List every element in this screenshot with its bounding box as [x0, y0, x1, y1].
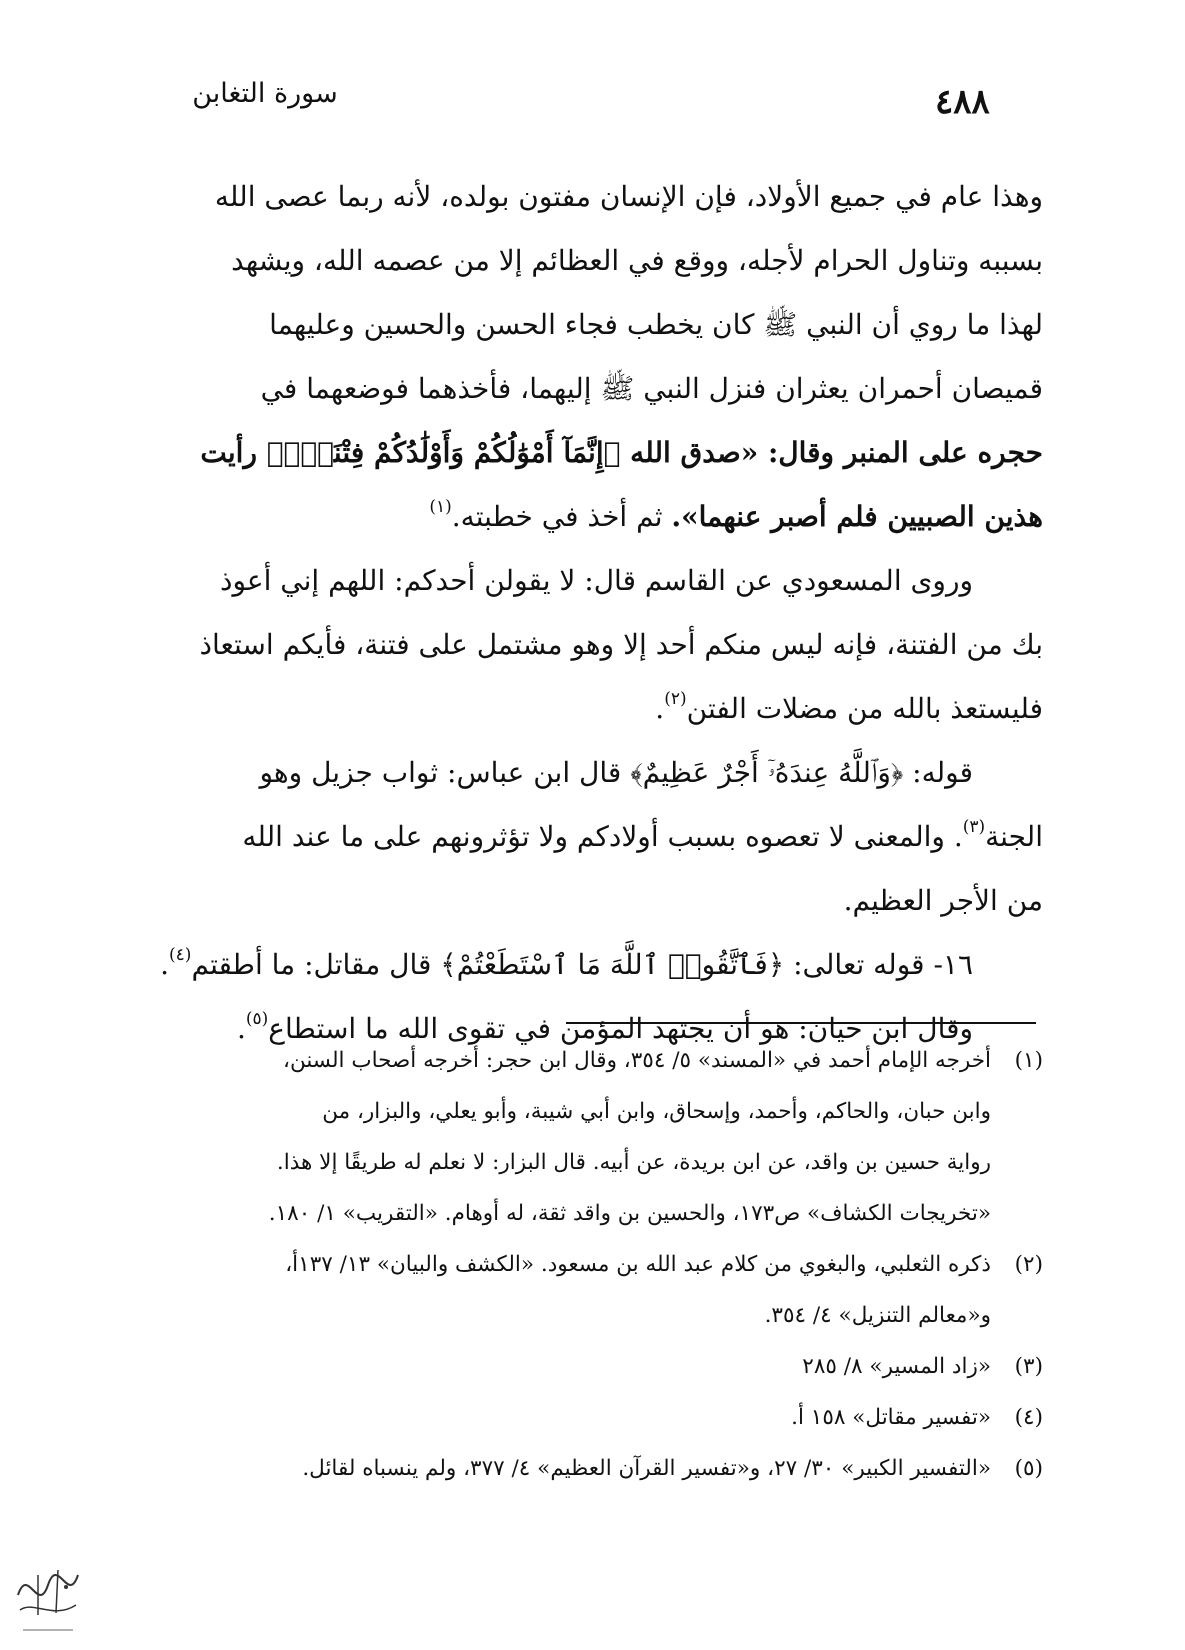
footnote-5: [125, 1443, 1043, 1494]
footnote-ref: (١): [429, 497, 452, 517]
footnote-3: [125, 1341, 1043, 1392]
footnote-1: [125, 1035, 1043, 1086]
footnote-ref: (٢): [664, 689, 687, 709]
text-fragment: .: [655, 692, 665, 725]
text-line: من الأجر العظيم.: [843, 884, 1043, 917]
hadith-quote-end: هذين الصبيين فلم أصبر عنهما».: [671, 500, 1043, 533]
text-line: قميصان أحمران يعثران فنزل النبي ﷺ إليهما، فأخذهما فوضعهما في: [260, 372, 1043, 405]
library-stamp-logo: [8, 1555, 88, 1645]
text-fragment: .: [236, 1012, 246, 1045]
footnote-1-line: «تخريجات الكشاف» ص١٧٣، والحسين بن واقد ثقة، له أوهام. «التقريب» ١/ ١٨٠.: [268, 1201, 991, 1226]
footnote-ref: (٥): [245, 1009, 269, 1029]
footnote-1-line: وابن حبان، والحاكم، وأحمد، وإسحاق، وابن أبي شيبة، وأبو يعلي، والبزار، من: [322, 1099, 991, 1124]
main-text: [125, 165, 1043, 1061]
footnote-2: [125, 1239, 1043, 1290]
text-line: [125, 677, 1043, 741]
footnote-text: «التفسير الكبير» ٣٠/ ٢٧، و«تفسير القرآن العظيم» ٤/ ٣٧٧، ولم ينسباه لقائل.: [302, 1456, 991, 1481]
text-fragment: . والمعنى لا تعصوه بسبب أولادكم ولا تؤثرونهم على ما عند الله: [242, 820, 963, 853]
text-fragment: .: [160, 948, 170, 981]
text-fragment: ثم أخذ في خطبته.: [451, 500, 672, 533]
footnote-2-line: و«معالم التنزيل» ٤/ ٣٥٤.: [764, 1303, 991, 1328]
text-fragment: وقال ابن حيان: هو أن يجتهد المؤمن في تقوى الله ما استطاع: [268, 1012, 973, 1045]
footnote-text: أخرجه الإمام أحمد في «المسند» ٥/ ٣٥٤، وقال ابن حجر: أخرجه أصحاب السنن،: [283, 1048, 991, 1073]
running-header-surah-title: سورة التغابن: [192, 78, 338, 109]
text-line: لهذا ما روي أن النبي ﷺ كان يخطب فجاء الحسن والحسين وعليهما: [269, 308, 1043, 341]
text-line-hadith: حجره على المنبر وقال: «صدق الله ﴿إِنَّمَآ أَمْوَٰلُكُمْ وَأَوْلَٰدُكُمْ فِتْنَةٌۚ﴾ رأيت: [200, 436, 1043, 469]
text-line: [125, 485, 1043, 549]
footnote-ref: (٤): [169, 945, 192, 965]
page-number: ٤٨٨: [935, 82, 990, 122]
footnotes: [125, 1035, 1043, 1494]
footnote-separator: [566, 1022, 1036, 1024]
footnote-text: «تفسير مقاتل» ١٥٨ أ.: [791, 1405, 991, 1430]
footnote-number: (٣): [1014, 1354, 1043, 1379]
footnote-number: (٥): [1014, 1456, 1043, 1481]
footnote-number: (٤): [1014, 1405, 1043, 1430]
text-fragment: فليستعذ بالله من مضلات الفتن: [686, 692, 1043, 725]
text-line: بسببه وتناول الحرام لأجله، ووقع في العظائم إلا من عصمه الله، ويشهد: [231, 244, 1043, 277]
footnote-4: [125, 1392, 1043, 1443]
footnote-number: (١): [1014, 1048, 1043, 1073]
text-line: [125, 805, 1043, 869]
text-line: [125, 933, 1043, 997]
footnote-text: ذكره الثعلبي، والبغوي من كلام عبد الله بن مسعود. «الكشف والبيان» ١٣/ ١٣٧أ،: [285, 1252, 991, 1277]
text-fragment: الجنة: [985, 820, 1043, 853]
text-line: وهذا عام في جميع الأولاد، فإن الإنسان مفتون بولده، لأنه ربما عصى الله: [214, 180, 1043, 213]
text-line: قوله: ﴿وَٱللَّهُ عِندَهُۥٓ أَجْرٌ عَظِيمٌ﴾ قال ابن عباس: ثواب جزيل وهو: [259, 756, 973, 789]
footnote-1-line: رواية حسين بن واقد، عن ابن بريدة، عن أبيه. قال البزار: لا نعلم له طريقًا إلا هذا.: [276, 1150, 991, 1175]
footnote-text: «زاد المسير» ٨/ ٢٨٥: [802, 1354, 991, 1379]
text-line: بك من الفتنة، فإنه ليس منكم أحد إلا وهو مشتمل على فتنة، فأيكم استعاذ: [199, 628, 1043, 661]
footnote-ref: (٣): [962, 817, 986, 837]
text-line: وروى المسعودي عن القاسم قال: لا يقولن أحدكم: اللهم إني أعوذ: [219, 564, 973, 597]
text-fragment: ١٦- قوله تعالى: ﴿فَٱتَّقُوا۟ ٱللَّهَ مَا ٱسْتَطَعْتُمْ﴾ قال مقاتل: ما أطقتم: [191, 948, 973, 981]
footnote-number: (٢): [1014, 1252, 1043, 1277]
